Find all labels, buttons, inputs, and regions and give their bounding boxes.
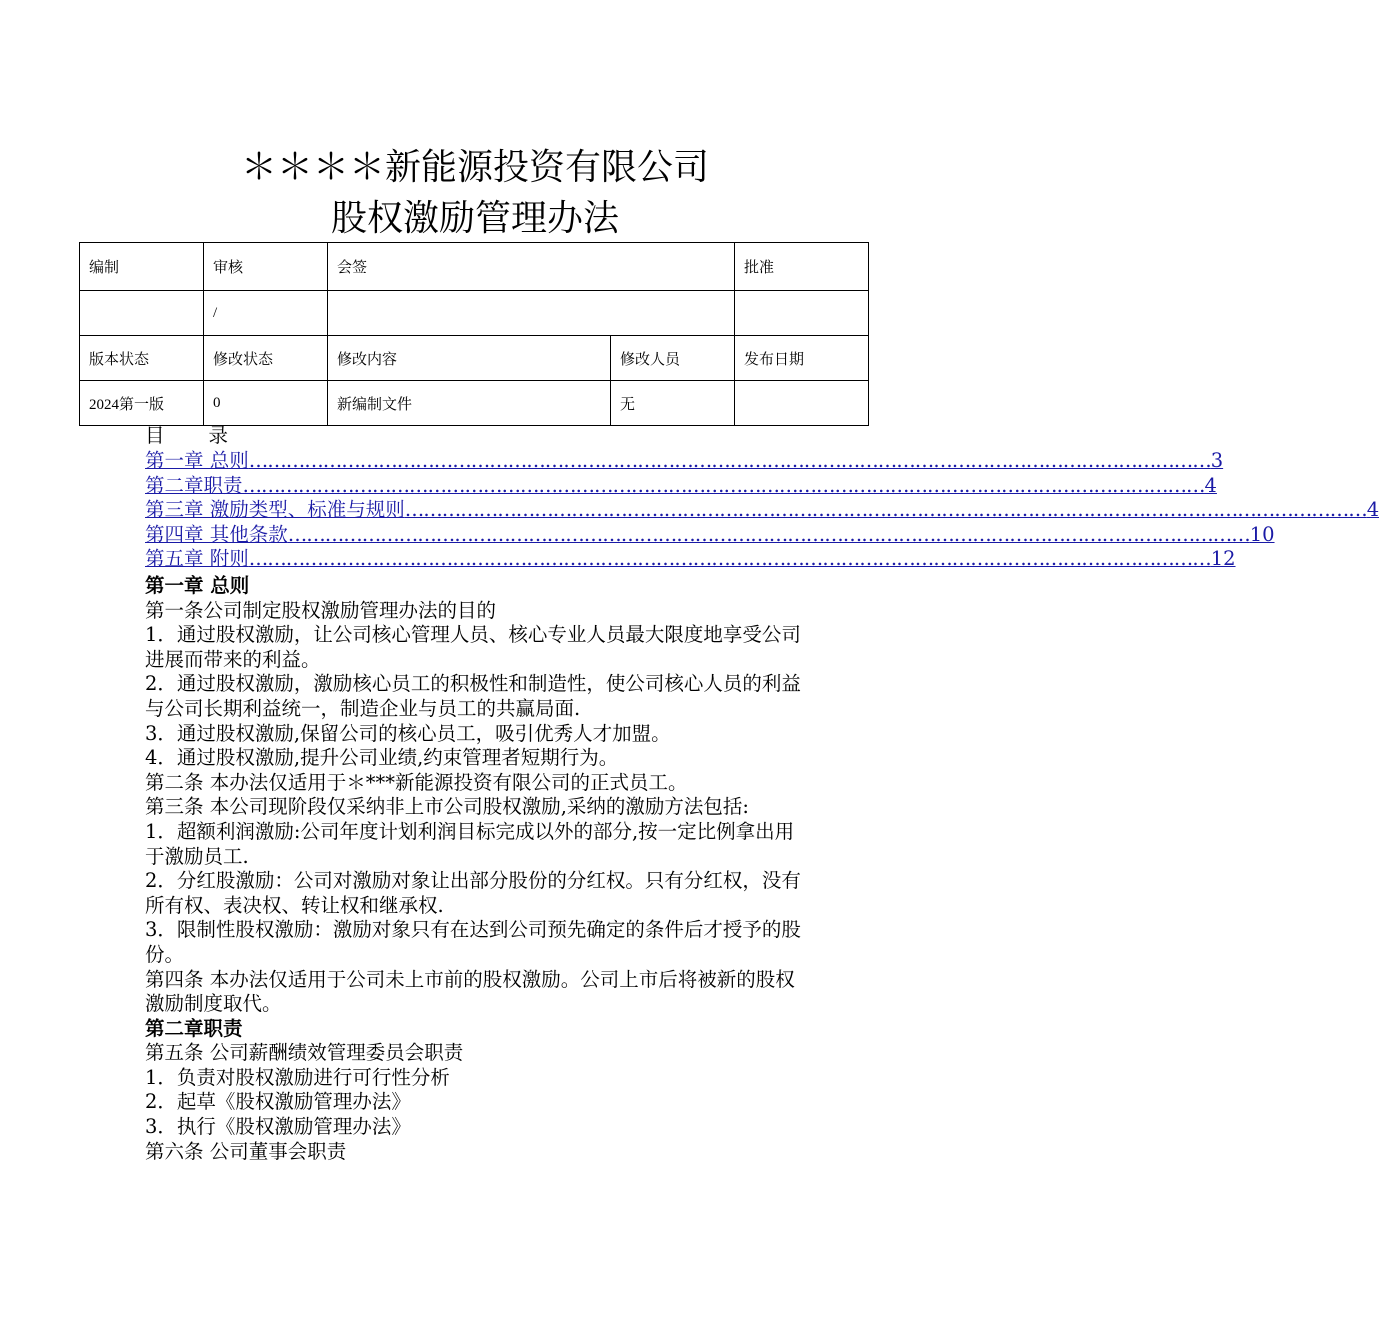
cell-version-label: 版本状态 [80,336,204,381]
toc-leader-dots: ………………………………………………………………………………………………………………………………………… [287,522,1250,546]
chapter-heading: 第二章职责 [145,1016,243,1040]
toc-heading-char1: 目 [145,424,165,447]
cell-countersign-label: 会签 [328,243,735,291]
toc-link-2[interactable] [145,473,1217,499]
toc-leader-dots: ………………………………………………………………………………………………………………………………………… [248,449,1211,472]
document-body [145,574,810,1164]
cell-version-value: 2024第一版 [80,381,204,426]
toc-link-5[interactable] [145,547,1236,572]
toc-link-title: 第三章 激励类型、标准与规则 [145,498,405,522]
toc-heading-char2: 录 [208,424,229,447]
cell-modifier-label: 修改人员 [611,336,735,381]
body-paragraph: 第一条公司制定股权激励管理办法的目的 [145,598,497,622]
revision-table [79,242,869,426]
cell-release-date-value [735,381,869,426]
cell-modify-content-value: 新编制文件 [328,381,611,426]
toc-link-title: 第四章 其他条款 [145,522,288,546]
cell-modify-content-label: 修改内容 [328,336,611,381]
toc-page-number: 3 [1210,449,1224,472]
body-paragraph: 4．通过股权激励,提升公司业绩,约束管理者短期行为。 [145,746,619,770]
body-paragraph: 第五条 公司薪酬绩效管理委员会职责 [145,1041,464,1065]
body-paragraph: 第三条 本公司现阶段仅采纳非上市公司股权激励,采纳的激励方法包括: [145,795,749,819]
toc-page-number: 4 [1204,473,1217,497]
table-row [80,336,869,381]
table-row [80,381,869,426]
body-paragraph: 第二条 本办法仅适用于＊***新能源投资有限公司的正式员工。 [145,770,688,794]
body-paragraph: 2．起草《股权激励管理办法》 [145,1090,411,1114]
body-paragraph: 2．通过股权激励，激励核心员工的积极性和制造性，使公司核心人员的利益与公司长期利益统一，制造企业与员工的共赢局面. [145,672,801,720]
toc-link-title: 第二章职责 [145,473,243,497]
body-paragraph: 3．限制性股权激励：激励对象只有在达到公司预先确定的条件后才授予的股份。 [145,918,801,966]
cell-modifier-value: 无 [611,381,735,426]
body-paragraph: 1．通过股权激励，让公司核心管理人员、核心专业人员最大限度地享受公司进展而带来的利益。 [145,623,801,671]
table-row [80,291,869,336]
toc-page-number: 4 [1366,498,1379,522]
toc-leader-dots: ………………………………………………………………………………………………………………………………………… [404,498,1367,522]
chapter-heading: 第一章 总则 [145,574,250,597]
table-of-contents [145,449,1379,572]
cell-countersign-value [328,291,735,336]
body-paragraph: 第四条 本办法仅适用于公司未上市前的股权激励。公司上市后将被新的股权激励制度取代。 [145,967,795,1016]
body-paragraph: 1．超额利润激励:公司年度计划利润目标完成以外的部分,按一定比例拿出用于激励员工. [145,819,795,868]
toc-link-title: 第五章 附则 [145,547,249,571]
cell-modify-status-value: 0 [204,381,328,426]
toc-link-title: 第一章 总则 [145,449,249,472]
cell-review-value: / [204,291,328,336]
document-title-line1: ＊＊＊＊新能源投资有限公司 [240,147,709,188]
body-paragraph: 第六条 公司董事会职责 [145,1139,347,1163]
cell-review-label: 审核 [204,243,328,291]
cell-modify-status-label: 修改状态 [204,336,328,381]
body-paragraph: 2．分红股激励：公司对激励对象让出部分股份的分红权。只有分红权，没有所有权、表决权、转让权和继承权. [145,869,801,917]
cell-approve-value [735,291,869,336]
cell-compile-value [80,291,204,336]
cell-compile-label: 编制 [80,243,204,291]
toc-heading [145,424,228,448]
body-paragraph: 3．通过股权激励,保留公司的核心员工，吸引优秀人才加盟。 [145,721,671,745]
toc-page-number: 12 [1210,547,1236,571]
cell-approve-label: 批准 [735,243,869,291]
toc-link-4[interactable] [145,522,1275,548]
table-row [80,243,869,291]
toc-link-3[interactable] [145,498,1379,523]
document-title-line2: 股权激励管理办法 [330,198,619,239]
body-paragraph: 1．负责对股权激励进行可行性分析 [145,1065,450,1089]
toc-leader-dots: ………………………………………………………………………………………………………………………………………… [242,473,1205,497]
cell-release-date-label: 发布日期 [735,336,869,381]
body-paragraph: 3．执行《股权激励管理办法》 [145,1115,411,1139]
toc-link-1[interactable] [145,449,1224,474]
toc-leader-dots: ………………………………………………………………………………………………………………………………………… [248,547,1211,571]
toc-page-number: 10 [1249,522,1275,546]
